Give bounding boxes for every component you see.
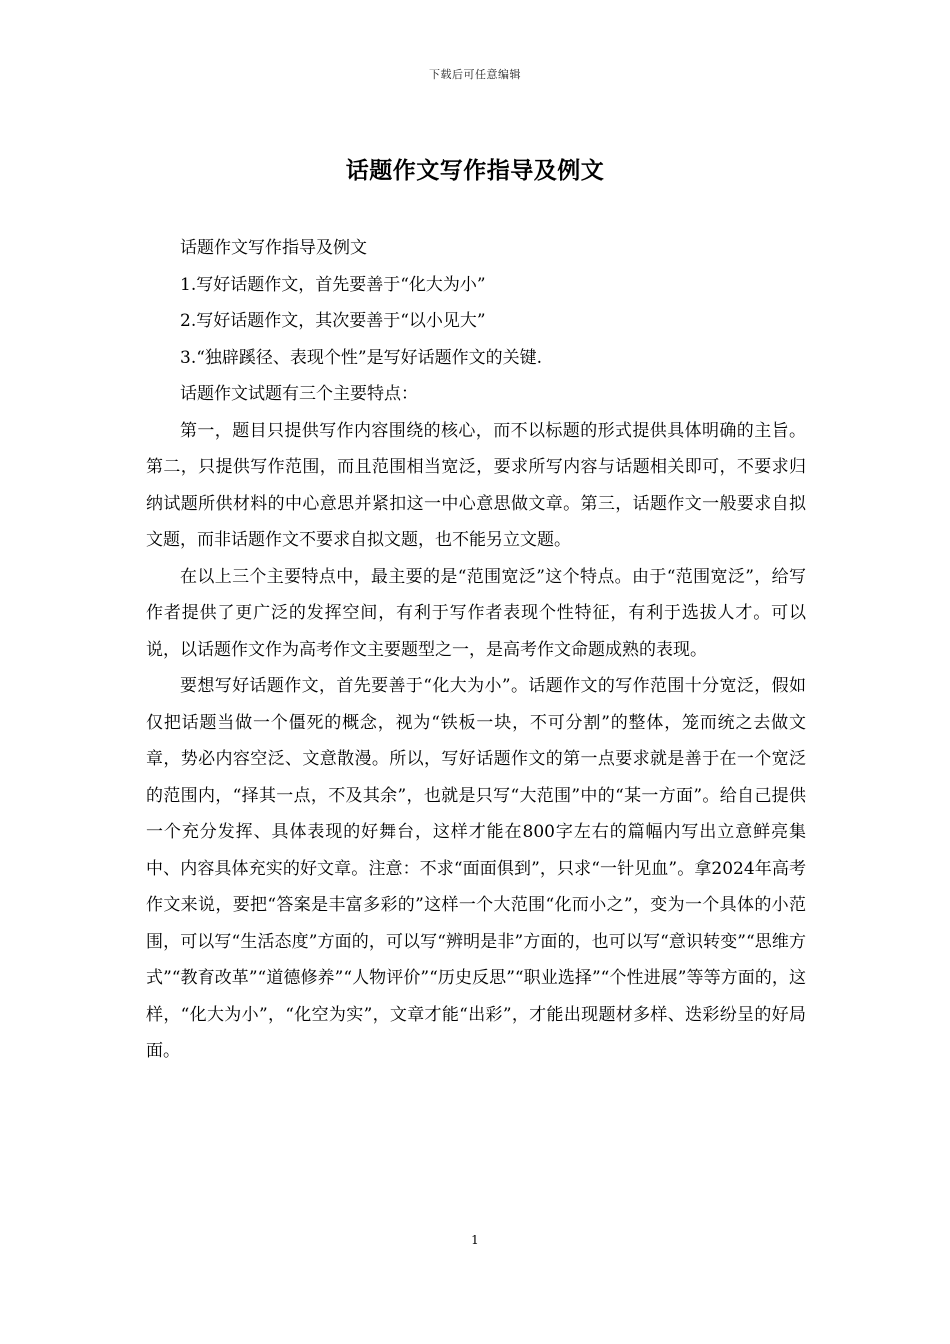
paragraph: 话题作文写作指导及例文 bbox=[180, 238, 367, 258]
header-note: 下载后可任意编辑 bbox=[429, 68, 521, 81]
document-body bbox=[146, 230, 806, 1070]
paragraph: 第一，题目只提供写作内容围绕的核心，而不以标题的形式提供具体明确的主旨。第二，只提供写作范围，而且范围相当宽泛，要求所写内容与话题相关即可，不要求归纳试题所供材料的中心意思并紧扣这一中心意思做文章。第三，话题作文一般要求自拟文题，而非话题作文不要求自拟文题，也不能另立文题。 bbox=[146, 420, 806, 550]
paragraph: 3.“独辟蹊径、表现个性”是写好话题作文的关键. bbox=[180, 347, 543, 368]
paragraph: 2.写好话题作文，其次要善于“以小见大” bbox=[180, 311, 486, 331]
document-title: 话题作文写作指导及例文 bbox=[345, 157, 605, 184]
paragraph: 话题作文试题有三个主要特点： bbox=[180, 384, 418, 404]
paragraph: 要想写好话题作文，首先要善于“化大为小”。话题作文的写作范围十分宽泛，假如仅把话题当做一个僵死的概念，视为“铁板一块，不可分割”的整体，笼而统之去做文章，势必内容空泛、文意散漫。所以，写好话题作文的第一点要求就是善于在一个宽泛的范围内，“择其一点，不及其余”，也就是只写“大范围”中的“某一方面”。给自己提供一个充分发挥、具体表现的好舞台，这样才能在800字左右的篇幅内写出立意鲜亮集中、内容具体充实的好文章。注意：不求“面面俱到”，只求“一针见血”。拿2024年高考作文来说，要把“答案是丰富多彩的”这样一个大范围“化而小之”，变为一个具体的小范围，可以写“生活态度”方面的，可以写“辨明是非”方面的，也可以写“意识转变”“思维方式”“教育改革”“道德修养”“人物评价”“历史反思”“职业选择”“个性进展”等等方面的，这样，“化大为小”，“化空为实”，文章才能“出彩”，才能出现题材多样、迭彩纷呈的好局面。 bbox=[146, 676, 806, 1061]
page-number: 1 bbox=[471, 1233, 479, 1247]
paragraph: 1.写好话题作文，首先要善于“化大为小” bbox=[180, 274, 486, 295]
paragraph: 在以上三个主要特点中，最主要的是“范围宽泛”这个特点。由于“范围宽泛”，给写作者提供了更广泛的发挥空间，有利于写作者表现个性特征，有利于选拔人才。可以说，以话题作文作为高考作文主要题型之一，是高考作文命题成熟的表现。 bbox=[146, 566, 806, 660]
